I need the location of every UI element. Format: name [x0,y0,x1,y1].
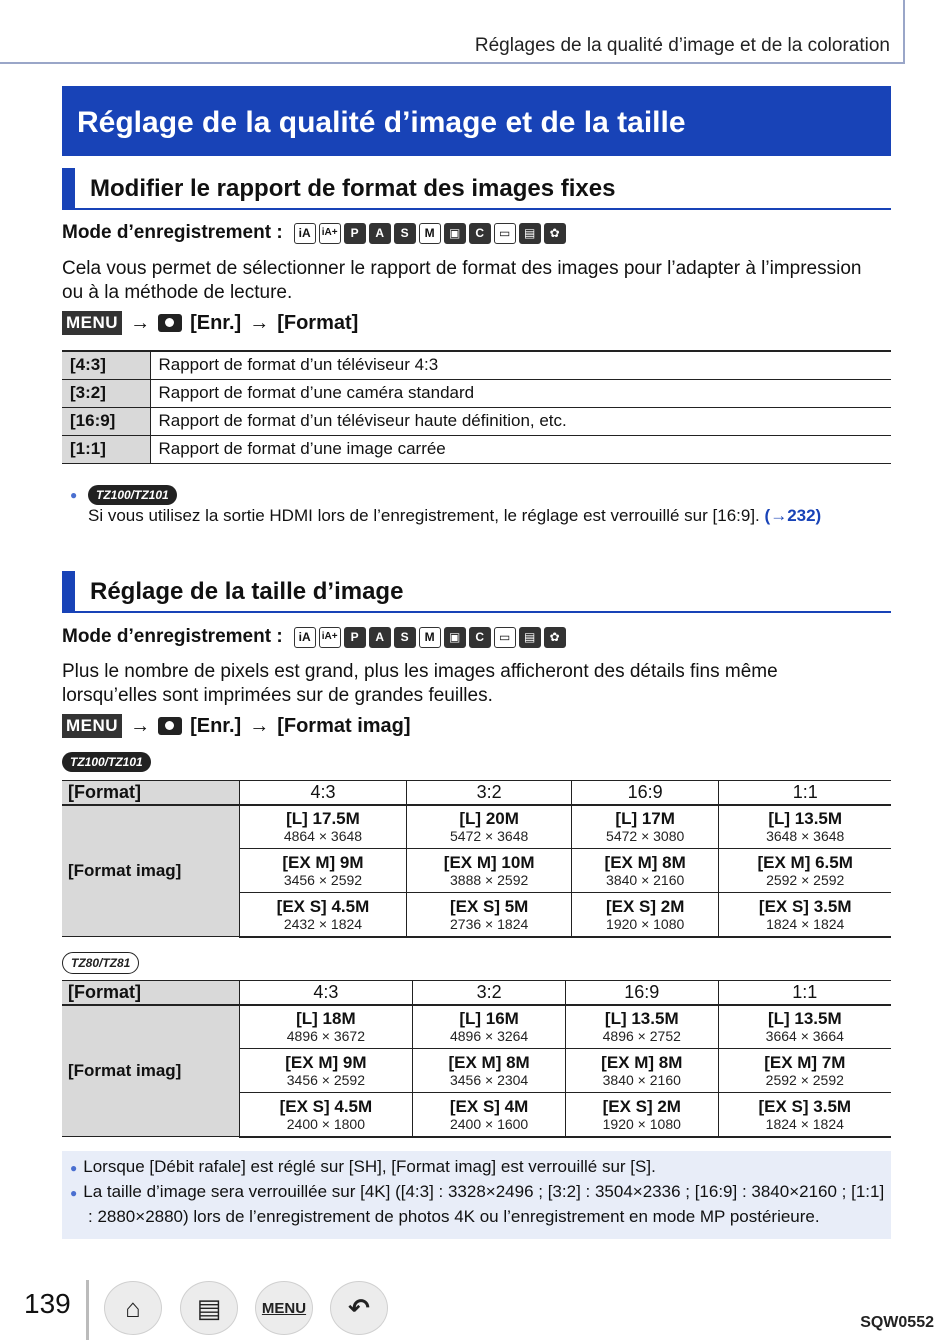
menu-path [62,311,358,335]
manual-mode-icon: M [419,223,441,244]
ratio-key: [4:3] [62,351,150,379]
section-description: Cela vous permet de sélectionner le rapport de format des images pour l’adapter à l’impression ou à la méthode de lecture. [62,258,862,303]
section-description: Plus le nombre de pixels est grand, plus les images afficheront des détails fins même lorsqu’elles sont imprimées sur de grandes feuilles. [62,661,778,706]
ratio-header: 16:9 [565,981,718,1005]
panorama-mode-icon: ▭ [494,223,516,244]
creative-control-icon: ✿ [544,627,566,648]
aspect-ratio-table [62,350,891,464]
section-title: Réglage de la taille d’image [90,578,404,605]
recording-mode-line [62,626,566,648]
pixel-dimensions: 3840 × 2160 [602,1072,681,1088]
arrow: → [249,311,270,334]
size-value: [EX M] 8M [448,1053,530,1072]
model-badge: TZ100/TZ101 [62,752,151,772]
size-value: [EX S] 5M [449,896,529,916]
ratio-key: [1:1] [62,435,150,463]
pixel-dimensions: 3840 × 2160 [606,872,685,888]
table-row [62,805,891,849]
format-imag-label: [Format imag] [62,1005,239,1137]
size-cell [239,893,407,937]
table-row [62,435,891,463]
camera-icon [158,314,182,332]
size-cell [571,893,719,937]
size-value: [L] 17.5M [286,809,360,829]
ratio-description: Rapport de format d’un téléviseur 4:3 [150,351,891,379]
ratio-header: 3:2 [407,781,571,805]
custom-mode-icon: C [469,627,491,648]
ratio-header: 1:1 [718,981,891,1005]
recording-mode-line [62,222,566,244]
ratio-header: 16:9 [571,781,719,805]
menu-icon: MENU [62,311,122,335]
scene-mode-icon: ▤ [519,627,541,648]
bullet-icon: ● [70,488,78,502]
creative-control-icon: ✿ [544,223,566,244]
size-value: [EX M] 9M [282,853,364,872]
page-reference-link[interactable]: (→232) [764,506,822,525]
model-badge-line [62,952,139,974]
size-value: [L] 18M [296,1009,356,1029]
arrow: → [249,714,270,737]
size-value: [L] 17M [615,809,675,829]
running-header: Réglages de la qualité d’image et de la coloration [474,35,890,56]
size-value: [EX S] 4.5M [279,1096,373,1116]
table-row [62,407,891,435]
size-value: [EX S] 3.5M [758,1096,852,1116]
pixel-dimensions: 3664 × 3664 [765,1028,844,1045]
pixel-dimensions: 1824 × 1824 [765,1115,844,1132]
pixel-dimensions: 2592 × 2592 [765,1072,844,1088]
model-note-badge-line [70,484,177,505]
mode-label: Mode d’enregistrement : [62,626,283,647]
size-value: [EX M] 8M [604,853,686,872]
ratio-description: Rapport de format d’un téléviseur haute définition, etc. [150,407,891,435]
contents-button[interactable] [180,1281,238,1335]
pixel-dimensions: 5472 × 3648 [450,828,529,845]
pixel-dimensions: 2400 × 1600 [449,1115,529,1132]
size-value: [EX S] 3.5M [758,896,852,916]
intelligent-auto-icon: iA [294,627,316,648]
scene-mode-icon: ▤ [519,223,541,244]
section-bar [62,168,75,210]
hdmi-note [88,506,821,526]
image-size-table-tz100 [62,780,891,938]
ratio-header: 3:2 [413,981,566,1005]
top-border-corner [903,0,905,64]
table-row [62,351,891,379]
image-size-table-tz80 [62,980,891,1138]
ratio-description: Rapport de format d’une image carrée [150,435,891,463]
section-bar [62,571,75,613]
format-imag-label: [Format imag] [62,805,239,937]
top-border-line [0,62,905,64]
manual-mode-icon: M [419,627,441,648]
format-header: [Format] [62,981,239,1005]
table-row [62,1005,891,1049]
menu-path-item: [Enr.] [190,311,242,334]
aperture-mode-icon: A [369,223,391,244]
size-cell [571,805,719,849]
size-cell [719,849,891,893]
size-value: [EX M] 6.5M [757,853,853,872]
section-title: Modifier le rapport de format des images fixes [90,175,616,202]
size-value: [L] 16M [459,1009,519,1029]
size-cell [239,1005,413,1049]
table-header-row [62,781,891,805]
pixel-dimensions: 1920 × 1080 [606,915,685,932]
pixel-dimensions: 3456 × 2592 [283,872,363,888]
format-header: [Format] [62,781,239,805]
size-cell [565,1049,718,1093]
arrow: → [130,311,151,334]
size-cell [239,1093,413,1137]
back-button[interactable] [330,1281,388,1335]
program-mode-icon: P [344,627,366,648]
ratio-key: [16:9] [62,407,150,435]
table-header-row [62,981,891,1005]
pixel-dimensions: 5472 × 3080 [606,828,685,845]
intelligent-auto-icon: iA [294,223,316,244]
note-item [70,1155,891,1180]
model-badge: TZ80/TZ81 [62,952,139,974]
menu-button[interactable] [255,1281,313,1335]
program-mode-icon: P [344,223,366,244]
ratio-header: 4:3 [239,981,413,1005]
size-cell [239,1049,413,1093]
size-value: [L] 20M [459,809,519,829]
size-value: [EX M] 10M [443,853,535,872]
pixel-dimensions: 2400 × 1800 [286,1115,365,1132]
bullet-icon: ● [70,1161,78,1175]
size-value: [L] 13.5M [767,1009,842,1029]
bullet-icon: ● [70,1186,78,1200]
back-icon: ↶ [348,1292,370,1323]
menu-path-item: [Format imag] [277,714,411,737]
contents-icon: ▤ [196,1292,222,1323]
aperture-mode-icon: A [369,627,391,648]
size-value: [L] 13.5M [768,809,843,829]
movie-mode-icon: ▣ [444,627,466,648]
note-text: La taille d’image sera verrouillée sur [4K] ([4:3] : 3328×2496 ; [3:2] : 3504×2336 ; [16:9] : 3840×2160 ; [1:1] : 2880×2880) lors de l’enregistrement de photos 4K ou l’enregistrement en mode MP postérieure. [83,1182,885,1226]
note-item [70,1180,891,1228]
size-value: [EX M] 7M [764,1053,846,1072]
ratio-header: 4:3 [239,781,407,805]
size-value: [EX S] 2M [605,896,685,916]
size-cell [413,1005,566,1049]
size-cell [565,1093,718,1137]
size-value: [L] 13.5M [604,1009,679,1029]
model-badge-line [62,752,151,772]
pixel-dimensions: 2432 × 1824 [283,915,363,932]
size-value: [EX S] 4.5M [276,896,370,916]
menu-icon: MENU [62,714,122,738]
section-heading-image-size [62,571,891,613]
size-cell [239,805,407,849]
arrow: → [130,714,151,737]
size-cell [239,849,407,893]
pixel-dimensions: 3888 × 2592 [450,872,529,888]
mode-label: Mode d’enregistrement : [62,222,283,243]
note-text: Si vous utilisez la sortie HDMI lors de l’enregistrement, le réglage est verrouillé sur [16:9]. [88,506,760,525]
pixel-dimensions: 4864 × 3648 [283,828,363,845]
pixel-dimensions: 3648 × 3648 [766,828,845,845]
ratio-key: [3:2] [62,379,150,407]
home-icon: ⌂ [125,1292,141,1323]
menu-path-item: [Enr.] [190,714,242,737]
movie-mode-icon: ▣ [444,223,466,244]
notes-box [62,1151,891,1239]
size-cell [407,849,571,893]
size-cell [571,849,719,893]
size-value: [EX S] 4M [449,1096,529,1116]
pixel-dimensions: 4896 × 2752 [602,1028,681,1045]
menu-label: MENU [261,1299,307,1317]
menu-path [62,714,411,738]
camera-icon [158,717,182,735]
pixel-dimensions: 4896 × 3672 [286,1028,365,1045]
pixel-dimensions: 1920 × 1080 [602,1115,681,1132]
intelligent-auto-plus-icon: iA+ [319,223,341,244]
shutter-mode-icon: S [394,627,416,648]
page-number: 139 [24,1288,71,1319]
panorama-mode-icon: ▭ [494,627,516,648]
pixel-dimensions: 2592 × 2592 [766,872,845,888]
shutter-mode-icon: S [394,223,416,244]
size-cell [719,805,891,849]
note-text: Lorsque [Débit rafale] est réglé sur [SH], [Format imag] est verrouillé sur [S]. [83,1157,656,1176]
pixel-dimensions: 4896 × 3264 [449,1028,529,1045]
size-value: [EX S] 2M [602,1096,681,1116]
size-cell [718,1093,891,1137]
page-title: Réglage de la qualité d’image et de la taille [62,86,891,156]
size-cell [719,893,891,937]
pixel-dimensions: 3456 × 2592 [286,1072,365,1088]
ratio-description: Rapport de format d’une caméra standard [150,379,891,407]
section-heading-aspect-ratio [62,168,891,210]
page-number-separator [86,1280,89,1340]
size-value: [EX M] 8M [601,1053,683,1072]
size-value: [EX M] 9M [285,1053,367,1072]
size-cell [718,1005,891,1049]
size-cell [718,1049,891,1093]
pixel-dimensions: 2736 × 1824 [450,915,529,932]
home-button[interactable] [104,1281,162,1335]
pixel-dimensions: 1824 × 1824 [766,915,845,932]
intelligent-auto-plus-icon: iA+ [319,627,341,648]
size-cell [407,805,571,849]
ratio-header: 1:1 [719,781,891,805]
size-cell [565,1005,718,1049]
document-code: SQW0552 [860,1314,934,1331]
size-cell [413,1093,566,1137]
custom-mode-icon: C [469,223,491,244]
model-badge: TZ100/TZ101 [88,485,177,505]
size-cell [413,1049,566,1093]
size-cell [407,893,571,937]
pixel-dimensions: 3456 × 2304 [449,1072,529,1088]
menu-path-item: [Format] [277,311,359,334]
table-row [62,379,891,407]
